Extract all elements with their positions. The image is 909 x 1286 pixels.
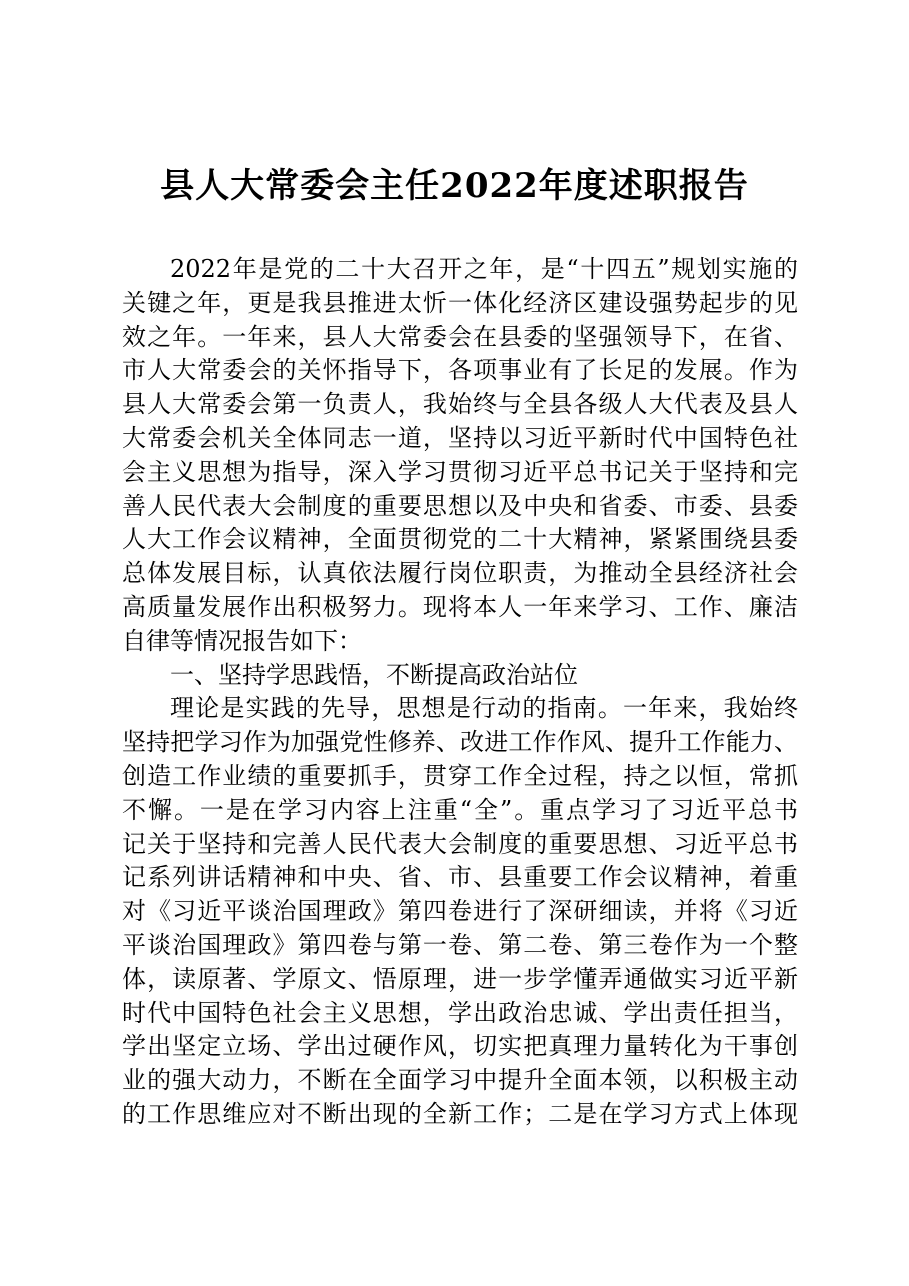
- text-line: 理论是实践的先导，思想是行动的指南。一年来，我始终: [170, 694, 798, 723]
- text-line: 时代中国特色社会主义思想，学出政治忠诚、学出责任担当，: [122, 998, 798, 1027]
- text-line: 不懈。一是在学习内容上注重“全”。重点学习了习近平总书: [122, 795, 798, 824]
- text-line: 的工作思维应对不断出现的全新工作；二是在学习方式上体现: [122, 1099, 798, 1128]
- text-line: 2022年是党的二十大召开之年，是“十四五”规划实施的: [170, 255, 798, 283]
- text-line: 高质量发展作出积极努力。现将本人一年来学习、工作、廉洁: [122, 592, 798, 621]
- text-line: 对《习近平谈治国理政》第四卷进行了深研细读，并将《习近: [122, 897, 798, 926]
- text-line: 效之年。一年来，县人大常委会在县委的坚强领导下，在省、: [122, 322, 798, 351]
- text-line: 会主义思想为指导，深入学习贯彻习近平总书记关于坚持和完: [122, 457, 798, 486]
- text-line: 业的强大动力，不断在全面学习中提升全面本领，以积极主动: [122, 1066, 798, 1095]
- text-line: 市人大常委会的关怀指导下，各项事业有了长足的发展。作为: [122, 356, 798, 385]
- text-line: 坚持把学习作为加强党性修养、改进工作作风、提升工作能力、: [122, 728, 798, 757]
- text-line: 平谈治国理政》第四卷与第一卷、第二卷、第三卷作为一个整: [122, 930, 798, 959]
- text-line: 创造工作业绩的重要抓手，贯穿工作全过程，持之以恒，常抓: [122, 761, 798, 790]
- text-line: 县人大常委会第一负责人，我始终与全县各级人大代表及县人: [122, 390, 798, 419]
- text-line: 总体发展目标，认真依法履行岗位职责，为推动全县经济社会: [122, 559, 798, 588]
- document-body: [122, 253, 798, 1132]
- document-title: 县人大常委会主任2022年度述职报告: [160, 166, 749, 206]
- text-line: 学出坚定立场、学出过硬作风，切实把真理力量转化为干事创: [122, 1032, 798, 1061]
- text-line: 记系列讲话精神和中央、省、市、县重要工作会议精神，着重: [122, 863, 798, 892]
- text-line: 善人民代表大会制度的重要思想以及中央和省委、市委、县委: [122, 491, 798, 520]
- text-line: 记关于坚持和完善人民代表大会制度的重要思想、习近平总书: [122, 829, 798, 858]
- text-line: 体，读原著、学原文、悟原理，进一步学懂弄通做实习近平新: [122, 964, 798, 993]
- text-line: 自律等情况报告如下：: [122, 626, 362, 655]
- text-line: 一、坚持学思践悟，不断提高政治站位: [170, 660, 578, 689]
- text-line: 关键之年，更是我县推进太忻一体化经济区建设强势起步的见: [122, 288, 798, 317]
- text-line: 人大工作会议精神，全面贯彻党的二十大精神，紧紧围绕县委: [122, 525, 798, 554]
- text-line: 大常委会机关全体同志一道，坚持以习近平新时代中国特色社: [122, 423, 798, 452]
